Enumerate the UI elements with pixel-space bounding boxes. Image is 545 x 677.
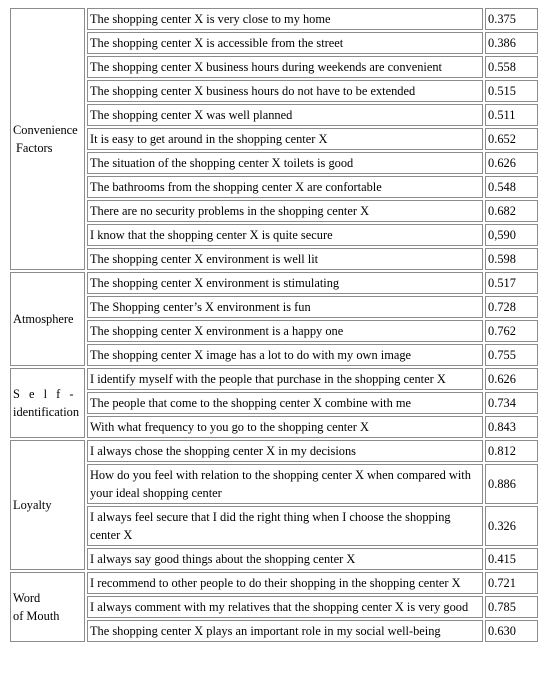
table-row [10, 596, 538, 618]
item-loading: 0.515 [485, 80, 538, 102]
group-name-line: of Mouth [13, 609, 60, 623]
group-cell-self-identification [10, 368, 85, 438]
item-text: It is easy to get around in the shopping center X [87, 128, 483, 150]
item-loading: 0.548 [485, 176, 538, 198]
item-text: I recommend to other people to do their shopping in the shopping center X [87, 572, 483, 594]
table-body [10, 8, 538, 642]
table-row [10, 152, 538, 174]
item-loading: 0.415 [485, 548, 538, 570]
item-text: There are no security problems in the shopping center X [87, 200, 483, 222]
table-row [10, 392, 538, 414]
table-row [10, 548, 538, 570]
item-loading: 0.734 [485, 392, 538, 414]
table-row [10, 248, 538, 270]
item-text: How do you feel with relation to the shopping center X when compared with your ideal shopping center [87, 464, 483, 504]
group-cell-loyalty [10, 440, 85, 570]
table-row [10, 320, 538, 342]
item-text: The shopping center X image has a lot to do with my own image [87, 344, 483, 366]
group-name-line: S e l f - [13, 387, 77, 401]
table-row [10, 200, 538, 222]
table-row [10, 128, 538, 150]
table-row [10, 56, 538, 78]
item-loading: 0.721 [485, 572, 538, 594]
item-loading: 0.386 [485, 32, 538, 54]
table-row [10, 572, 538, 594]
item-text: I always comment with my relatives that the shopping center X is very good [87, 596, 483, 618]
item-loading: 0.558 [485, 56, 538, 78]
item-loading: 0.517 [485, 272, 538, 294]
item-loading: 0.843 [485, 416, 538, 438]
item-text: I always feel secure that I did the right thing when I choose the shopping center X [87, 506, 483, 546]
item-loading: 0.375 [485, 8, 538, 30]
item-text: The bathrooms from the shopping center X are confortable [87, 176, 483, 198]
item-text: The shopping center X environment is well lit [87, 248, 483, 270]
table-row [10, 80, 538, 102]
table-row [10, 176, 538, 198]
table-row [10, 440, 538, 462]
item-text: The shopping center X plays an important role in my social well-being [87, 620, 483, 642]
item-text: The shopping center X is very close to my home [87, 8, 483, 30]
group-name-line: Convenience [13, 123, 78, 137]
item-loading: 0.630 [485, 620, 538, 642]
item-loading: 0,590 [485, 224, 538, 246]
item-text: I always chose the shopping center X in my decisions [87, 440, 483, 462]
item-loading: 0.886 [485, 464, 538, 504]
item-text: I know that the shopping center X is quite secure [87, 224, 483, 246]
item-text: The shopping center X was well planned [87, 104, 483, 126]
item-loading: 0.785 [485, 596, 538, 618]
group-name-line: Factors [16, 141, 53, 155]
table-row [10, 464, 538, 504]
item-text: The Shopping center’s X environment is fun [87, 296, 483, 318]
table-row [10, 272, 538, 294]
item-loading: 0.762 [485, 320, 538, 342]
table-row [10, 620, 538, 642]
item-loading: 0.682 [485, 200, 538, 222]
table-row [10, 416, 538, 438]
item-text: I identify myself with the people that purchase in the shopping center X [87, 368, 483, 390]
item-text: The shopping center X business hours do not have to be extended [87, 80, 483, 102]
table-row [10, 32, 538, 54]
item-loading: 0.626 [485, 152, 538, 174]
group-name-line: Loyalty [13, 498, 52, 512]
item-text: The situation of the shopping center X toilets is good [87, 152, 483, 174]
item-loading: 0.652 [485, 128, 538, 150]
group-cell-word-of-mouth [10, 572, 85, 642]
item-loading: 0.755 [485, 344, 538, 366]
item-loading: 0.598 [485, 248, 538, 270]
item-text: The shopping center X business hours during weekends are convenient [87, 56, 483, 78]
item-text: With what frequency to you go to the shopping center X [87, 416, 483, 438]
table-row [10, 368, 538, 390]
factor-loadings-table [8, 6, 540, 644]
group-cell-convenience [10, 8, 85, 270]
item-loading: 0.626 [485, 368, 538, 390]
item-text: The people that come to the shopping center X combine with me [87, 392, 483, 414]
table-row [10, 104, 538, 126]
item-text: The shopping center X is accessible from the street [87, 32, 483, 54]
group-name-line: identification [13, 405, 80, 419]
item-loading: 0.326 [485, 506, 538, 546]
table-row [10, 344, 538, 366]
item-text: The shopping center X environment is a happy one [87, 320, 483, 342]
item-loading: 0.728 [485, 296, 538, 318]
item-loading: 0.812 [485, 440, 538, 462]
table-row [10, 224, 538, 246]
table-row [10, 8, 538, 30]
table-row [10, 506, 538, 546]
group-name-line: Word [13, 591, 41, 605]
group-cell-atmosphere [10, 272, 85, 366]
item-loading: 0.511 [485, 104, 538, 126]
table-row [10, 296, 538, 318]
group-name-line: Atmosphere [13, 312, 74, 326]
item-text: I always say good things about the shopping center X [87, 548, 483, 570]
item-text: The shopping center X environment is stimulating [87, 272, 483, 294]
